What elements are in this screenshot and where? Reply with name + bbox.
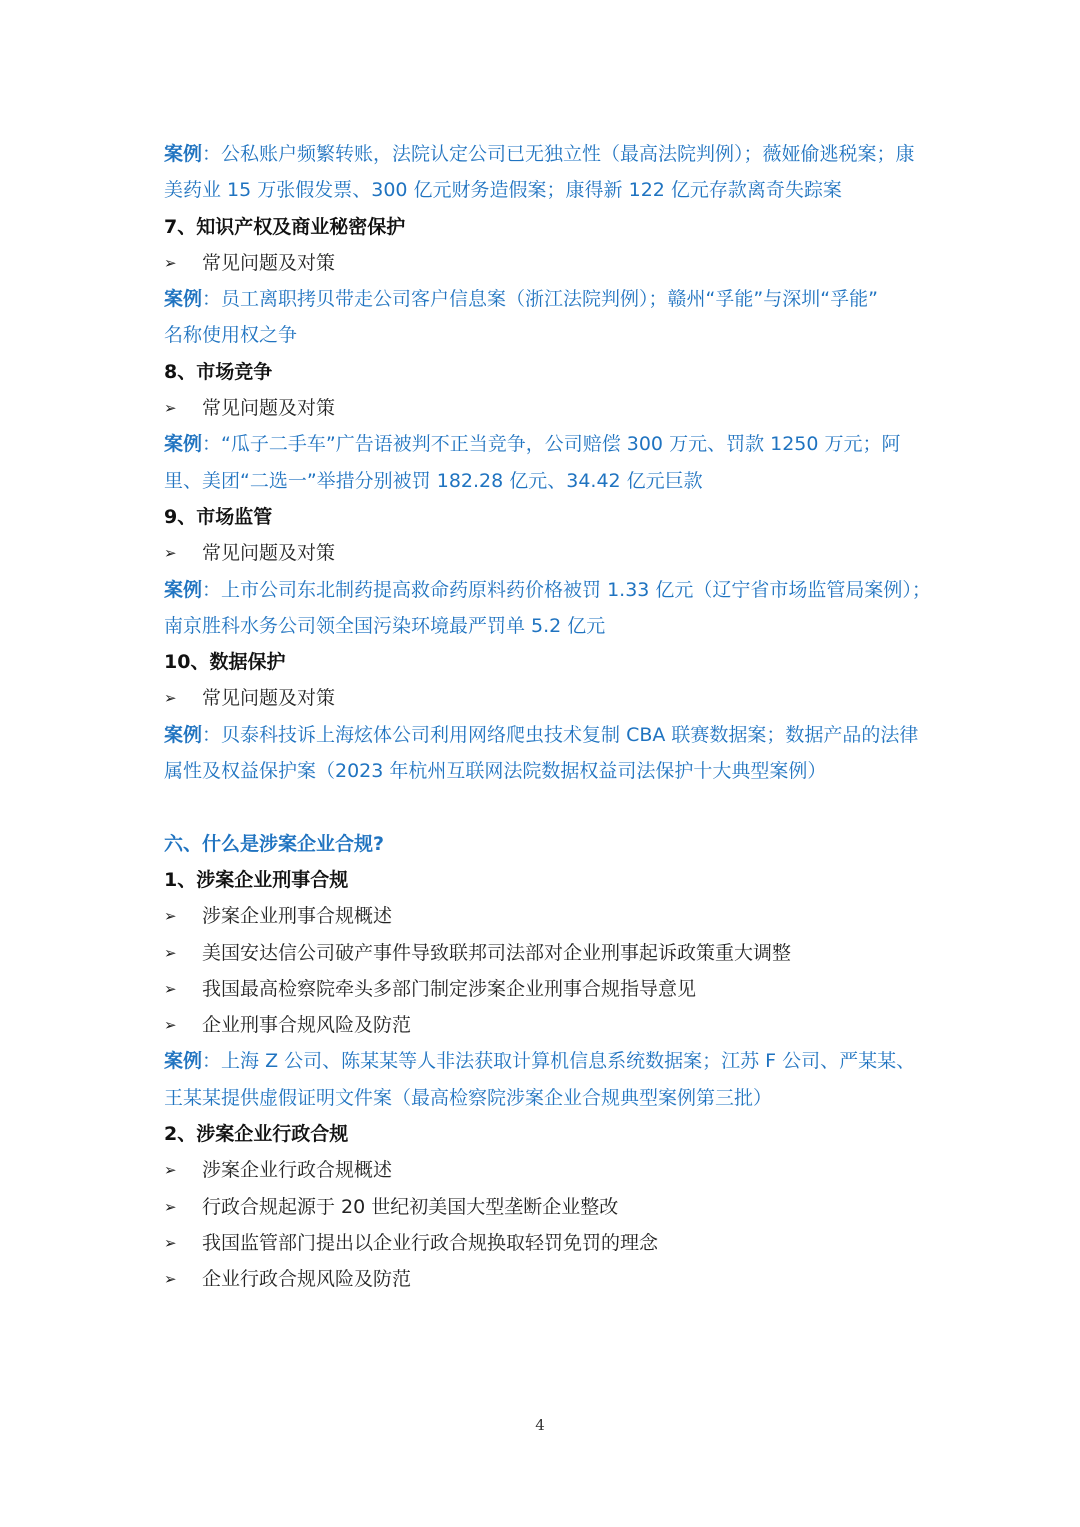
bullet-text: 常见问题及对策 [202,542,336,565]
bullet-text: 企业行政合规风险及防范 [202,1268,412,1291]
case-label: 案例 [164,143,203,165]
bullet-text: 涉案企业刑事合规概述 [202,905,393,928]
case-line [164,572,931,608]
arrow-bullet-icon: ➢ [164,907,177,926]
section-heading-criminal-compliance: 1、涉案企业刑事合规 [164,868,349,891]
section-heading-market-regulation: 9、市场监管 [164,505,273,528]
case-text: “瓜子二手车”广告语被判不正当竞争，公司赔偿 300 万元、罚款 1250 万元；阿 [221,433,901,456]
case-label: 案例 [164,1050,203,1073]
bullet-item [164,390,924,426]
case-text: 上市公司东北制药提高救命药原料药价格被罚 1.33 亿元（辽宁省市场监管局案例）； [221,578,931,601]
bullet-text: 企业刑事合规风险及防范 [202,1014,412,1037]
case-label: 案例 [164,578,203,601]
arrow-bullet-icon: ➢ [164,1016,177,1035]
bullet-item [164,898,924,934]
bullet-item [164,1261,924,1297]
section-heading-ip: 7、知识产权及商业秘密保护 [164,215,406,238]
case-line-continued: 王某某提供虚假证明文件案（最高检察院涉案企业合规典型案例第三批） [164,1086,773,1109]
case-label: 案例 [164,433,203,456]
arrow-bullet-icon: ➢ [164,943,177,962]
case-line-continued: 美药业 15 万张假发票、300 亿元财务造假案；康得新 122 亿元存款离奇失踪案 [164,179,842,202]
bullet-text: 常见问题及对策 [202,397,336,420]
section-heading-administrative-compliance: 2、涉案企业行政合规 [164,1123,349,1146]
section-heading-competition: 8、市场竞争 [164,360,273,383]
bullet-text: 常见问题及对策 [202,251,336,274]
bullet-item [164,245,924,281]
case-text: 贝泰科技诉上海炫体公司利用网络爬虫技术复制 CBA 联赛数据案；数据产品的法律 [221,723,919,746]
bullet-text: 我国监管部门提出以企业行政合规换取轻罚免罚的理念 [202,1231,659,1254]
bullet-item [164,935,924,971]
case-line-continued: 名称使用权之争 [164,324,298,347]
arrow-bullet-icon: ➢ [164,1233,177,1252]
case-colon: ： [202,1050,222,1073]
bullet-text: 涉案企业行政合规概述 [202,1159,393,1182]
case-colon: ： [202,723,222,746]
case-colon: ： [202,433,222,456]
page-number: 4 [535,1416,545,1434]
paragraph-gap [164,789,924,825]
case-line [164,1043,924,1079]
document-body [164,136,931,1298]
bullet-item [164,1152,924,1188]
arrow-bullet-icon: ➢ [164,1197,177,1216]
bullet-text: 行政合规起源于 20 世纪初美国大型垄断企业整改 [202,1195,619,1218]
case-line [164,136,924,172]
bullet-item [164,971,924,1007]
case-line-continued: 南京胜科水务公司领全国污染环境最严罚单 5.2 亿元 [164,614,606,637]
bullet-text: 美国安达信公司破产事件导致联邦司法部对企业刑事起诉政策重大调整 [202,941,792,964]
case-text: 上海 Z 公司、陈某某等人非法获取计算机信息系统数据案；江苏 F 公司、严某某、 [221,1050,916,1073]
case-line [164,717,924,753]
case-text: 公私账户频繁转账，法院认定公司已无独立性（最高法院判例）；薇娅偷逃税案；康 [221,143,915,165]
arrow-bullet-icon: ➢ [164,544,177,563]
bullet-item [164,1007,924,1043]
part-title: 六、什么是涉案企业合规? [164,832,385,855]
arrow-bullet-icon: ➢ [164,979,177,998]
bullet-item [164,1225,924,1261]
case-text: 员工离职拷贝带走公司客户信息案（浙江法院判例）；赣州“孚能”与深圳“孚能” [221,288,878,311]
bullet-item [164,535,924,571]
section-heading-data-protection: 10、数据保护 [164,651,286,674]
arrow-bullet-icon: ➢ [164,253,177,272]
case-line [164,281,924,317]
arrow-bullet-icon: ➢ [164,399,177,418]
case-line-continued: 属性及权益保护案（2023 年杭州互联网法院数据权益司法保护十大典型案例） [164,760,827,783]
case-label: 案例 [164,723,203,746]
case-colon: ： [202,578,222,601]
case-line-continued: 里、美团“二选一”举措分别被罚 182.28 亿元、34.42 亿元巨款 [164,469,703,492]
case-label: 案例 [164,288,203,311]
case-colon: ： [202,143,222,165]
arrow-bullet-icon: ➢ [164,689,177,708]
case-line [164,426,924,462]
bullet-item [164,1189,924,1225]
arrow-bullet-icon: ➢ [164,1161,177,1180]
bullet-text: 我国最高检察院牵头多部门制定涉案企业刑事合规指导意见 [202,977,697,1000]
arrow-bullet-icon: ➢ [164,1270,177,1289]
bullet-item [164,680,924,716]
case-colon: ： [202,288,222,311]
bullet-text: 常见问题及对策 [202,687,336,710]
